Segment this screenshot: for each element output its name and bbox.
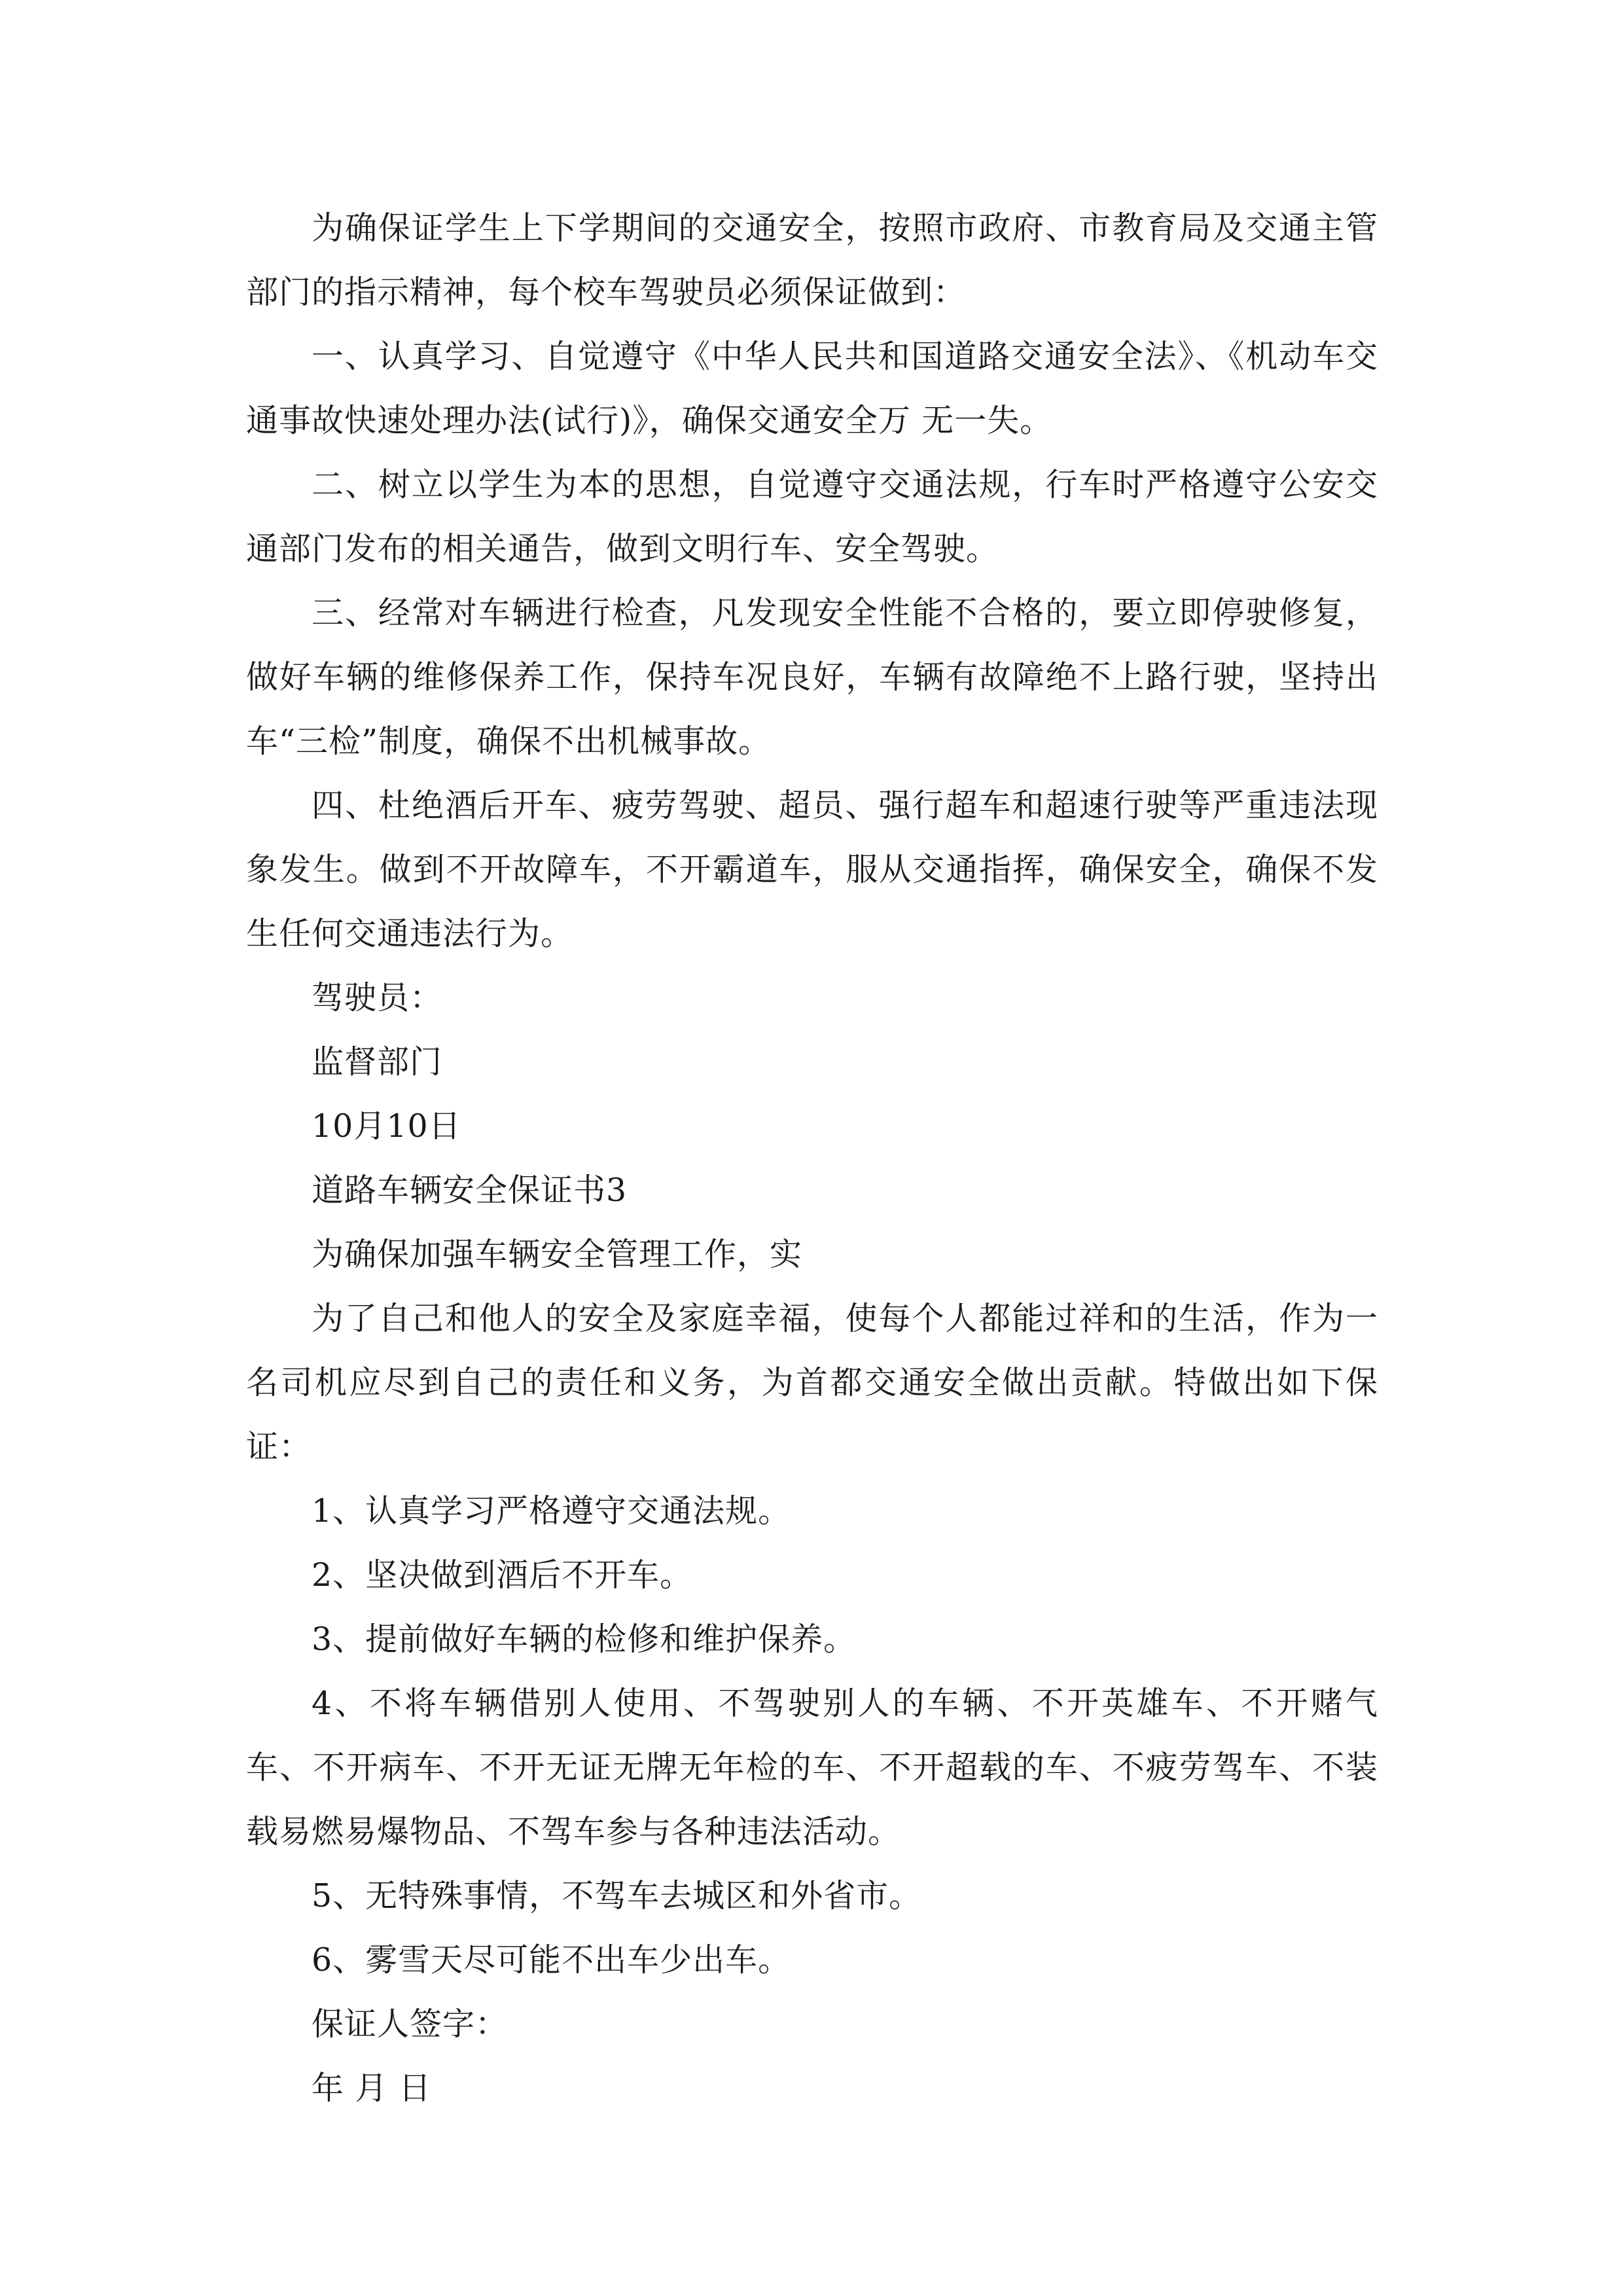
guarantor-signature-label: 保证人签字：: [312, 2005, 508, 2043]
clause-1: 一、认真学习、自觉遵守《中华人民共和国道路交通安全法》、《机动车交通事故快速处理办法(试行)》，确保交通安全万 无一失。: [246, 338, 1378, 439]
section-intro-fragment: 为确保加强车辆安全管理工作，实: [312, 1236, 803, 1273]
driver-signature-label: 驾驶员：: [312, 979, 443, 1016]
pledge-item-6: 6、雾雪天尽可能不出车少出车。: [312, 1941, 791, 1979]
pledge-item-5: 5、无特殊事情，不驾车去城区和外省市。: [312, 1877, 922, 1914]
date-line: 10月10日: [312, 1107, 461, 1145]
clause-3: 三、经常对车辆进行检查，凡发现安全性能不合格的，要立即停驶修复，做好车辆的维修保养工作，保持车况良好，车辆有故障绝不上路行驶，坚持出车“三检”制度，确保不出机械事故。: [246, 594, 1378, 760]
pledge-item-3: 3、提前做好车辆的检修和维护保养。: [312, 1621, 857, 1658]
signature-date-line: 年 月 日: [312, 2070, 432, 2107]
section-title: 道路车辆安全保证书3: [312, 1172, 628, 1209]
supervisor-label: 监督部门: [312, 1043, 443, 1081]
pledge-intro: 为了自己和他人的安全及家庭幸福，使每个人都能过祥和的生活，作为一名司机应尽到自己的责任和义务，为首都交通安全做出贡献。特做出如下保证：: [246, 1300, 1378, 1465]
pledge-item-1: 1、认真学习严格遵守交通法规。: [312, 1492, 791, 1530]
document-body: [246, 196, 1378, 2121]
clause-4: 四、杜绝酒后开车、疲劳驾驶、超员、强行超车和超速行驶等严重违法现象发生。做到不开故障车，不开霸道车，服从交通指挥，确保安全，确保不发生任何交通违法行为。: [246, 787, 1378, 952]
pledge-item-2: 2、坚决做到酒后不开车。: [312, 1556, 693, 1594]
clause-2: 二、树立以学生为本的思想，自觉遵守交通法规，行车时严格遵守公安交通部门发布的相关通告，做到文明行车、安全驾驶。: [246, 466, 1378, 567]
intro-paragraph: 为确保证学生上下学期间的交通安全，按照市政府、市教育局及交通主管部门的指示精神，每个校车驾驶员必须保证做到：: [246, 209, 1378, 311]
pledge-item-4: 4、不将车辆借别人使用、不驾驶别人的车辆、不开英雄车、不开赌气车、不开病车、不开无证无牌无年检的车、不开超载的车、不疲劳驾车、不装载易燃易爆物品、不驾车参与各种违法活动。: [246, 1685, 1378, 1850]
